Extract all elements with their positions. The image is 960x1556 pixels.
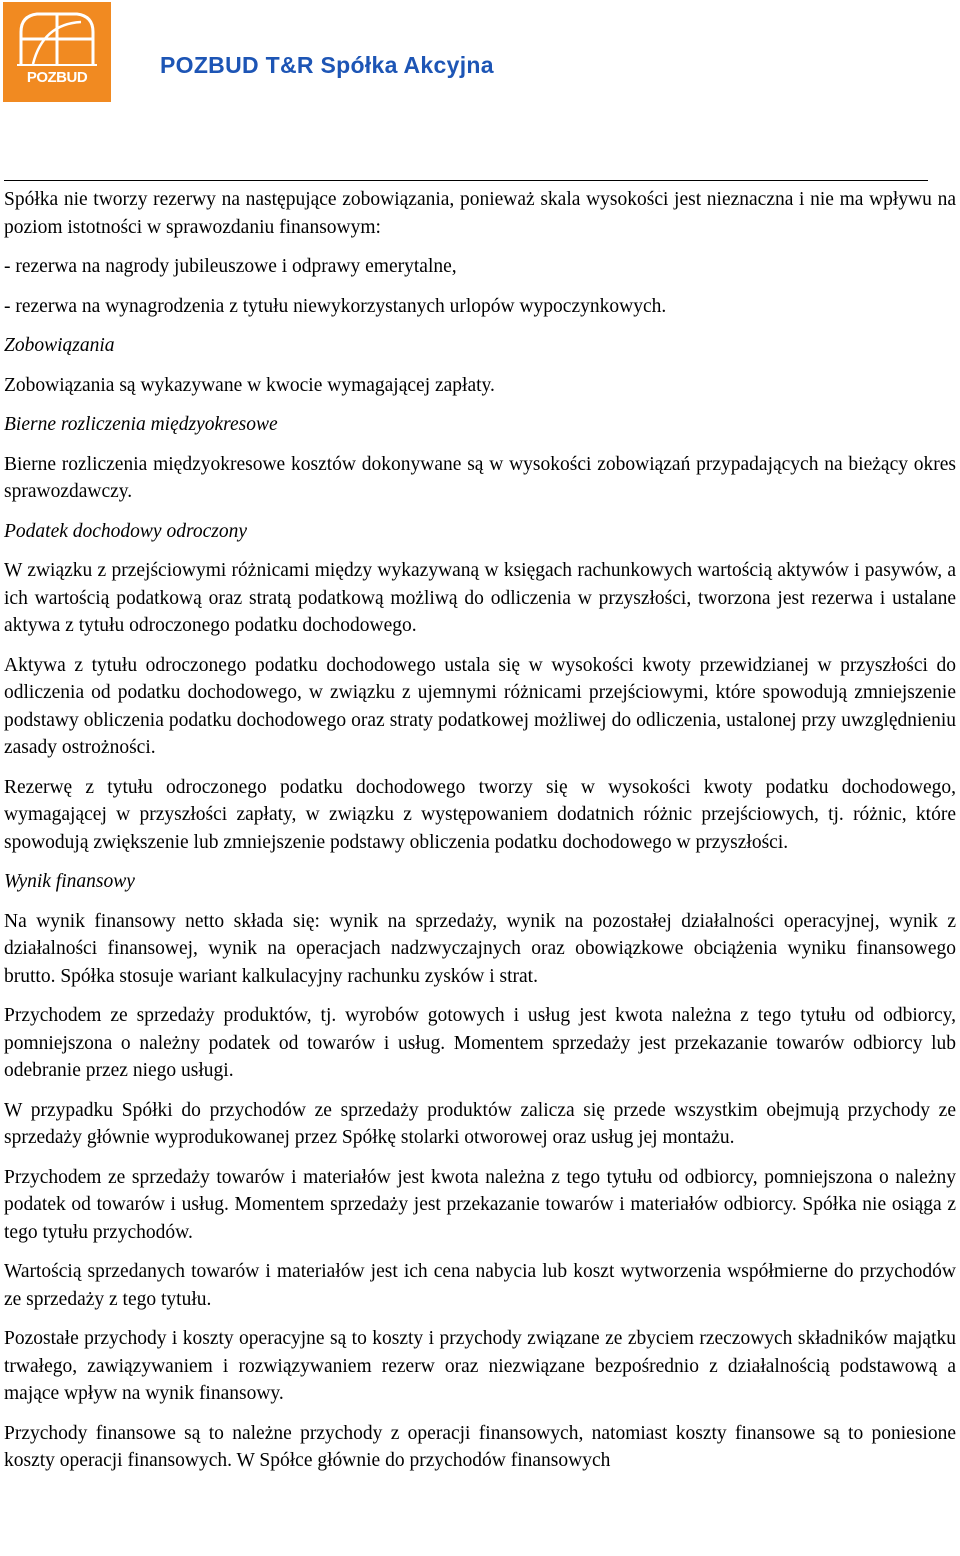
paragraph: Wartością sprzedanych towarów i materiałów jest ich cena nabycia lub koszt wytworzenia współmierne do przychodów ze sprzedaży z tego tytułu. [4,1261,956,1310]
section-heading: Bierne rozliczenia międzyokresowe [4,414,278,435]
paragraph: Na wynik finansowy netto składa się: wynik na sprzedaży, wynik na pozostałej działalności operacyjnej, wynik z działalności finansowej, wynik na operacjach nadzwyczajnych oraz obowiązkowe obciążenia wyniku finansowego brutto. Spółka stosuje wariant kalkulacyjny rachunku zysków i strat. [4,910,956,987]
paragraph: Bierne rozliczenia międzyokresowe kosztów dokonywane są w wysokości zobowiązań przypadających na bieżący okres sprawozdawczy. [4,453,956,502]
list-item: - rezerwa na nagrody jubileuszowe i odprawy emerytalne, [4,256,457,277]
pozbud-logo [3,2,111,102]
document-body [4,186,956,1487]
logo-wordmark: POZBUD [26,69,88,86]
paragraph: Rezerwę z tytułu odroczonego podatku dochodowego tworzy się w wysokości kwoty podatku dochodowego, wymagającej w przyszłości zapłaty, w związku z występowaniem dodatnich różnic przejściowych, tj. różnic, które spowodują zwiększenie lub zmniejszenie podstawy obliczenia podatku dochodowego w przyszłości. [4,776,956,853]
window-icon [3,2,111,102]
paragraph: Pozostałe przychody i koszty operacyjne są to koszty i przychody związane ze zbyciem rzeczowych składników majątku trwałego, zawiązywaniem i rozwiązywaniem rezerw oraz niezwiązane bezpośrednio z działalnością podstawową a mające wpływ na wynik finansowy. [4,1328,956,1404]
paragraph: Aktywa z tytułu odroczonego podatku dochodowego ustala się w wysokości kwoty przewidzianej w przyszłości do odliczenia od podatku dochodowego, w związku z ujemnymi różnicami przejściowymi, które spowodują zmniejszenie podstawy obliczenia podatku dochodowego oraz straty podatkowej możliwej do odliczenia, ustalonej przy uwzględnieniu zasady ostrożności. [4,654,956,758]
section-heading: Zobowiązania [4,335,115,356]
paragraph: Zobowiązania są wykazywane w kwocie wymagającej zapłaty. [4,374,495,396]
paragraph: W związku z przejściowymi różnicami między wykazywaną w księgach rachunkowych wartością aktywów i pasywów, a ich wartością podatkową oraz stratą podatkową możliwą do odliczenia w przyszłości, tworzona jest rezerwa i ustalane aktywa z tytułu odroczonego podatku dochodowego. [4,560,956,636]
page-header [0,0,960,110]
header-divider [4,180,928,181]
company-name: POZBUD T&R Spółka Akcyjna [160,52,494,78]
section-heading: Podatek dochodowy odroczony [4,520,247,542]
section-heading: Wynik finansowy [4,871,135,892]
list-item: - rezerwa na wynagrodzenia z tytułu niewykorzystanych urlopów wypoczynkowych. [4,295,667,317]
paragraph: W przypadku Spółki do przychodów ze sprzedaży produktów zalicza się przede wszystkim obejmują przychody ze sprzedaży głównie wyprodukowanej przez Spółkę stolarki otworowej oraz usług jej montażu. [4,1099,956,1148]
paragraph: Przychodem ze sprzedaży produktów, tj. wyrobów gotowych i usług jest kwota należna z tego tytułu od odbiorcy, pomniejszona o należny podatek od towarów i usług. Momentem sprzedaży jest przekazanie towarów odbiorcy lub odebranie przez niego usługi. [4,1005,956,1081]
paragraph: Przychodem ze sprzedaży towarów i materiałów jest kwota należna z tego tytułu od odbiorcy, pomniejszona o należny podatek od towarów i usług. Momentem sprzedaży jest przekazanie towarów i materiałów odbiorcy. Spółka nie osiąga z tego tytułu przychodów. [4,1166,956,1243]
paragraph: Przychody finansowe są to należne przychody z operacji finansowych, natomiast koszty finansowe są to poniesione koszty operacji finansowych. W Spółce głównie do przychodów finansowych [4,1422,956,1471]
paragraph: Spółka nie tworzy rezerwy na następujące zobowiązania, ponieważ skala wysokości jest nieznaczna i nie ma wpływu na poziom istotności w sprawozdaniu finansowym: [4,189,956,238]
